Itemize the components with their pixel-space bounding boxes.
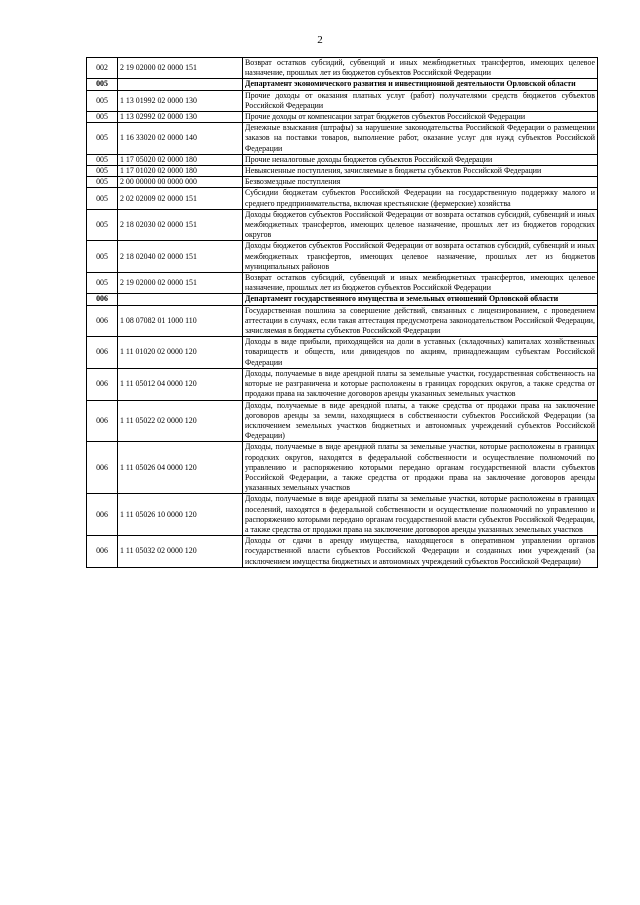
admin-code-cell: 005	[87, 79, 118, 90]
revenue-name-cell: Доходы бюджетов субъектов Российской Федерации от возврата остатков субсидий, субвенций и иных межбюджетных трансфертов, имеющих целевое назначение, прошлых лет из бюджетов городских округов	[243, 209, 598, 241]
revenue-code-cell: 1 11 05012 04 0000 120	[118, 368, 243, 400]
revenue-name-cell: Невыясненные поступления, зачисляемые в бюджеты субъектов Российской Федерации	[243, 166, 598, 177]
table-row	[87, 241, 598, 273]
revenue-name-cell: Субсидии бюджетам субъектов Российской Федерации на государственную поддержку малого и среднего предпринимательства, включая крестьянские (фермерские) хозяйства	[243, 188, 598, 209]
table-row	[87, 58, 598, 79]
revenue-code-cell: 1 13 01992 02 0000 130	[118, 90, 243, 111]
revenue-code-cell: 2 02 02009 02 0000 151	[118, 188, 243, 209]
admin-code-cell: 006	[87, 400, 118, 442]
table-row	[87, 209, 598, 241]
page-number: 2	[317, 34, 323, 46]
revenue-name-cell: Прочие доходы от оказания платных услуг (работ) получателями средств бюджетов субъектов Российской Федерации	[243, 90, 598, 111]
revenue-code-cell: 2 00 00000 00 0000 000	[118, 177, 243, 188]
admin-code-cell: 002	[87, 58, 118, 79]
table-section-header-row	[87, 294, 598, 305]
admin-code-cell: 006	[87, 494, 118, 536]
revenue-name-cell: Доходы в виде прибыли, приходящейся на доли в уставных (складочных) капиталах хозяйственных товариществ и обществ, или дивидендов по акциям, принадлежащим субъектам Российской Федерации	[243, 337, 598, 369]
table-row	[87, 494, 598, 536]
admin-code-cell: 005	[87, 112, 118, 123]
table-row	[87, 90, 598, 111]
table-row	[87, 273, 598, 294]
revenue-code-cell	[118, 79, 243, 90]
revenue-code-cell: 1 08 07082 01 1000 110	[118, 305, 243, 337]
revenue-code-cell: 1 17 05020 02 0000 180	[118, 154, 243, 165]
admin-code-cell: 005	[87, 273, 118, 294]
revenue-code-cell: 1 11 05026 04 0000 120	[118, 442, 243, 494]
revenue-classification-table	[86, 57, 598, 568]
admin-code-cell: 006	[87, 368, 118, 400]
table-row	[87, 400, 598, 442]
revenue-name-cell: Доходы, получаемые в виде арендной платы за земельные участки, государственная собственность на которые не разграничена и которые расположены в границах городских округов, а также средства от продажи права на заключение договоров аренды указанных земельных участков	[243, 368, 598, 400]
revenue-code-cell: 1 16 33020 02 0000 140	[118, 123, 243, 155]
admin-code-cell: 006	[87, 536, 118, 568]
revenue-name-cell: Возврат остатков субсидий, субвенций и иных межбюджетных трансфертов, имеющих целевое назначение, прошлых лет из бюджетов субъектов Российской Федерации	[243, 58, 598, 79]
table-section-header-row	[87, 79, 598, 90]
admin-code-cell: 005	[87, 177, 118, 188]
revenue-name-cell: Доходы, получаемые в виде арендной платы за земельные участки, которые расположены в границах городских округов, находятся в федеральной собственности и осуществление полномочий по управлению и распоряжению которыми передано органам государственной власти субъектов Российской Федерации, а также средства от продажи права на заключение договоров аренды указанных земельных участков	[243, 442, 598, 494]
revenue-name-cell: Государственная пошлина за совершение действий, связанных с лицензированием, с проведением аттестации в случаях, если такая аттестация предусмотрена законодательством Российской Федерации, зачисляемая в бюджеты субъектов Российской Федерации	[243, 305, 598, 337]
table-row	[87, 442, 598, 494]
admin-code-cell: 006	[87, 294, 118, 305]
revenue-name-cell: Безвозмездные поступления	[243, 177, 598, 188]
revenue-code-cell: 2 19 02000 02 0000 151	[118, 273, 243, 294]
admin-code-cell: 005	[87, 241, 118, 273]
admin-code-cell: 005	[87, 123, 118, 155]
admin-code-cell: 006	[87, 442, 118, 494]
revenue-name-cell: Доходы, получаемые в виде арендной платы, а также средства от продажи права на заключение договоров аренды за земли, находящиеся в собственности субъектов Российской Федерации (за исключением земельных участков бюджетных и автономных учреждений субъектов Российской Федерации)	[243, 400, 598, 442]
revenue-code-cell: 2 18 02040 02 0000 151	[118, 241, 243, 273]
revenue-code-cell: 2 18 02030 02 0000 151	[118, 209, 243, 241]
revenue-name-cell: Департамент экономического развития и инвестиционной деятельности Орловской области	[243, 79, 598, 90]
revenue-name-cell: Возврат остатков субсидий, субвенций и иных межбюджетных трансфертов, имеющих целевое назначение, прошлых лет из бюджетов субъектов Российской Федерации	[243, 273, 598, 294]
table-row	[87, 177, 598, 188]
table-row	[87, 368, 598, 400]
admin-code-cell: 006	[87, 337, 118, 369]
table-row	[87, 536, 598, 568]
revenue-code-cell: 1 11 01020 02 0000 120	[118, 337, 243, 369]
revenue-name-cell: Доходы, получаемые в виде арендной платы за земельные участки, которые расположены в границах поселений, находятся в федеральной собственности и осуществление полномочий по управлению и распоряжению которыми передано органам государственной власти субъектов Российской Федерации, а также средства от продажи права на заключение договоров аренды указанных земельных участков	[243, 494, 598, 536]
revenue-name-cell: Денежные взыскания (штрафы) за нарушение законодательства Российской Федерации о размещении заказов на поставки товаров, выполнение работ, оказание услуг для нужд субъектов Российской Федерации	[243, 123, 598, 155]
revenue-code-cell	[118, 294, 243, 305]
admin-code-cell: 005	[87, 154, 118, 165]
admin-code-cell: 005	[87, 166, 118, 177]
revenue-code-cell: 1 11 05026 10 0000 120	[118, 494, 243, 536]
table-row	[87, 123, 598, 155]
revenue-name-cell: Доходы от сдачи в аренду имущества, находящегося в оперативном управлении органов государственной власти субъектов Российской Федерации и созданных ими учреждений (за исключением имущества бюджетных и автономных учреждений субъектов Российской Федерации)	[243, 536, 598, 568]
revenue-name-cell: Департамент государственного имущества и земельных отношений Орловской области	[243, 294, 598, 305]
admin-code-cell: 005	[87, 209, 118, 241]
admin-code-cell: 005	[87, 90, 118, 111]
revenue-code-cell: 1 11 05022 02 0000 120	[118, 400, 243, 442]
table-row	[87, 305, 598, 337]
admin-code-cell: 006	[87, 305, 118, 337]
revenue-name-cell: Прочие неналоговые доходы бюджетов субъектов Российской Федерации	[243, 154, 598, 165]
table-row	[87, 112, 598, 123]
table-row	[87, 154, 598, 165]
revenue-code-cell: 2 19 02000 02 0000 151	[118, 58, 243, 79]
revenue-name-cell: Доходы бюджетов субъектов Российской Федерации от возврата остатков субсидий, субвенций и иных межбюджетных трансфертов, имеющих целевое назначение, прошлых лет из бюджетов муниципальных районов	[243, 241, 598, 273]
revenue-code-cell: 1 11 05032 02 0000 120	[118, 536, 243, 568]
table-row	[87, 188, 598, 209]
revenue-code-cell: 1 17 01020 02 0000 180	[118, 166, 243, 177]
admin-code-cell: 005	[87, 188, 118, 209]
table-row	[87, 337, 598, 369]
revenue-name-cell: Прочие доходы от компенсации затрат бюджетов субъектов Российской Федерации	[243, 112, 598, 123]
revenue-code-cell: 1 13 02992 02 0000 130	[118, 112, 243, 123]
table-row	[87, 166, 598, 177]
